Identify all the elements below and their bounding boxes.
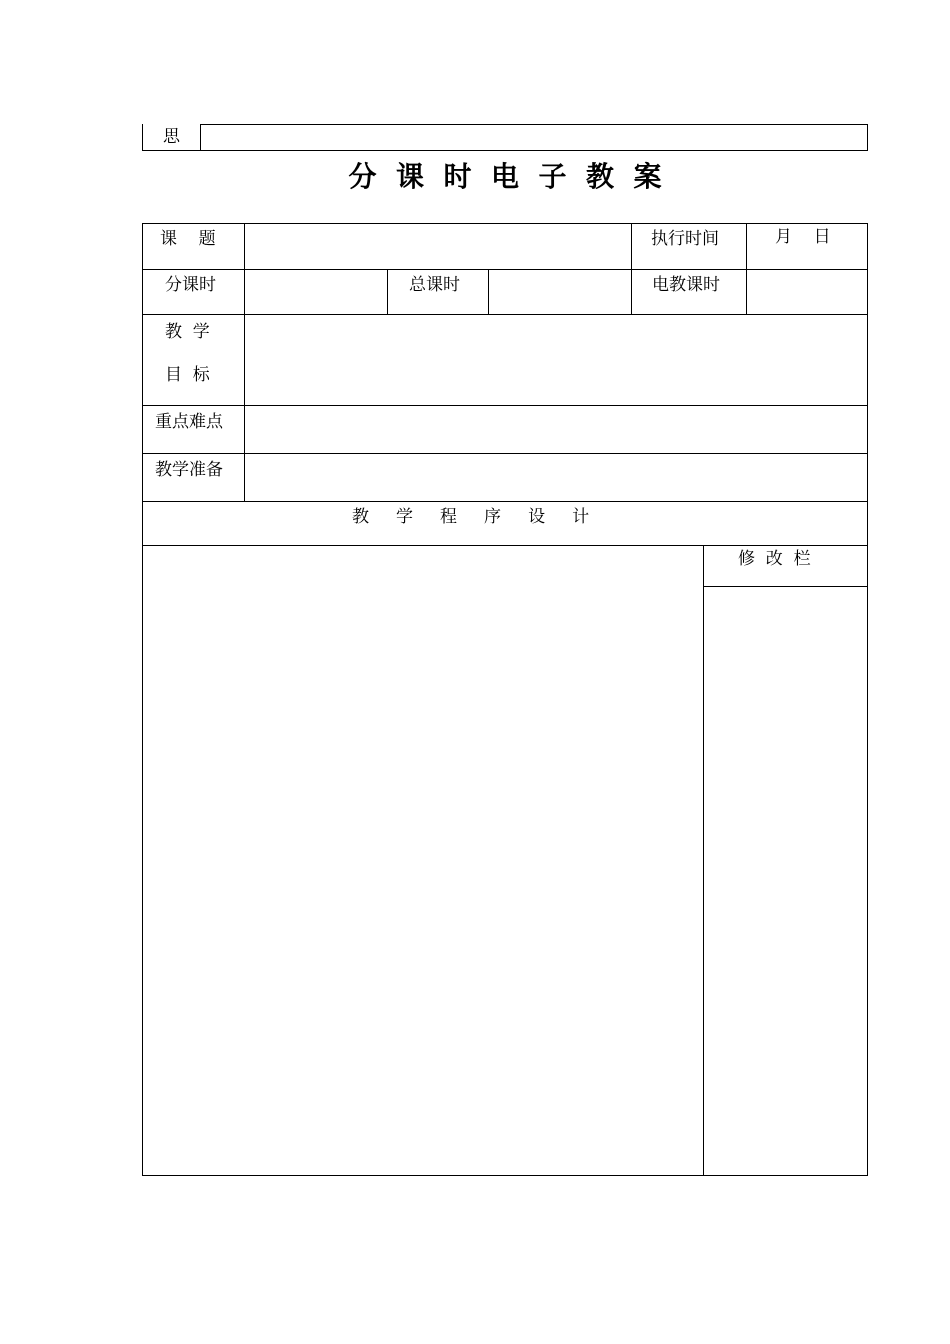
sub-hours-field[interactable]	[245, 270, 387, 314]
fragment-label: 思	[163, 127, 180, 147]
objectives-field[interactable]	[245, 315, 867, 405]
table-bottom-border	[142, 1175, 868, 1176]
total-hours-label: 总课时	[409, 275, 460, 295]
sub-hours-label: 分课时	[165, 275, 216, 295]
total-hours-left-divider	[387, 269, 388, 315]
av-hours-label: 电教课时	[652, 275, 720, 295]
prep-field[interactable]	[245, 454, 867, 501]
exec-time-left-divider	[631, 223, 632, 315]
revision-label: 修 改 栏	[738, 549, 811, 569]
fragment-top-border	[200, 124, 868, 125]
fragment-left-border	[142, 124, 143, 151]
fragment-right-border	[867, 124, 868, 151]
total-hours-field[interactable]	[489, 270, 631, 314]
av-hours-field[interactable]	[747, 270, 867, 314]
key-points-label: 重点难点	[155, 412, 223, 432]
page-title: 分 课 时 电 子 教 案	[348, 160, 662, 193]
exec-time-label: 执行时间	[651, 229, 719, 249]
date-label: 月 日	[775, 227, 831, 247]
fragment-divider	[200, 124, 201, 151]
objectives-label-line1: 教 学	[165, 322, 210, 342]
row-divider-5	[142, 501, 868, 502]
topic-field[interactable]	[245, 224, 631, 269]
objectives-label-line2: 目 标	[165, 365, 210, 385]
table-right-border	[867, 223, 868, 1176]
procedure-heading: 教 学 程 序 设 计	[352, 507, 590, 527]
key-points-field[interactable]	[245, 406, 867, 453]
procedure-body-field[interactable]	[143, 546, 703, 1175]
topic-label: 课 题	[160, 229, 216, 249]
revision-field[interactable]	[704, 587, 867, 1175]
fragment-bottom-border	[142, 150, 868, 151]
prep-label: 教学准备	[155, 460, 223, 480]
